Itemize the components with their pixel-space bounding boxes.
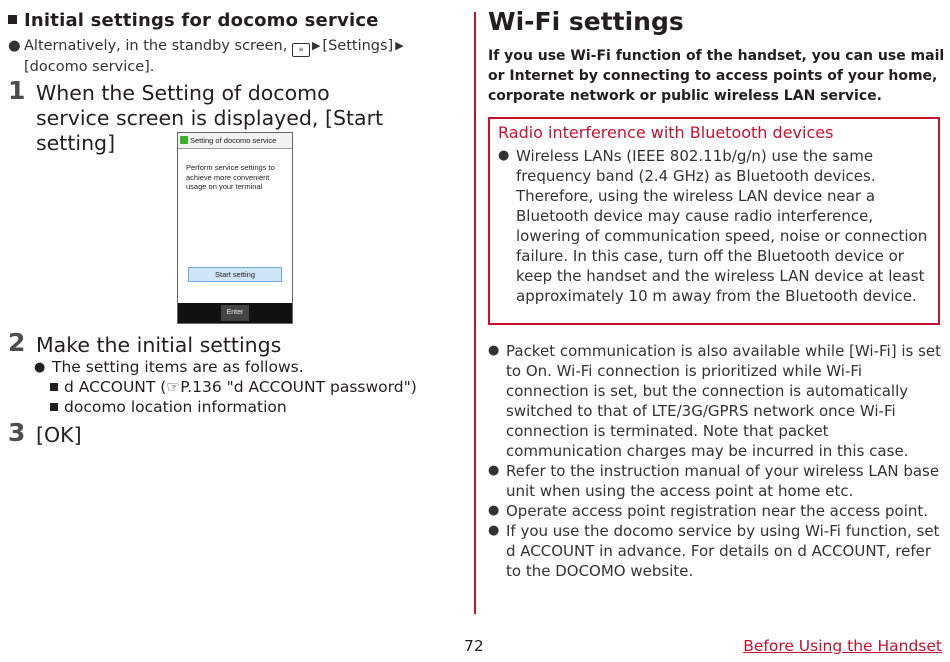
page-number: 72	[464, 637, 484, 655]
step-3: 3 [OK]	[8, 418, 82, 447]
list-item: ● Operate access point registration near the access point.	[488, 502, 929, 520]
start-setting-button[interactable]: Start setting	[188, 267, 282, 282]
square-bullet-icon	[50, 403, 58, 411]
interference-note-box	[488, 117, 940, 325]
page-title: Wi-Fi settings	[488, 7, 684, 36]
intro-paragraph: If you use Wi-Fi function of the handset, you can use mail or Internet by connecting to access points of your home, corporate network or public wireless LAN service.	[488, 48, 945, 104]
docomo-app-icon	[180, 136, 188, 144]
menu-key-icon: ≡	[292, 43, 310, 57]
wifi-notes-list	[488, 341, 942, 581]
phone-screenshot	[177, 132, 293, 324]
list-item: ● Wireless LANs (IEEE 802.11b/g/n) use the same frequency band (2.4 GHz) as Bluetooth devices. Therefore, using the wireless LAN device near a Bluetooth device may cause radio interference, lowering of communication speed, noise or connection failure. In this case, turn off the Bluetooth device or keep the handset and the wireless LAN device at least approximately 10 m away from the Bluetooth device.	[498, 147, 928, 305]
square-bullet-icon	[50, 383, 58, 391]
step-2-item: docomo location information	[50, 397, 470, 418]
page-reference-icon: ☞	[166, 378, 181, 396]
square-bullet-icon	[8, 15, 17, 24]
section-heading: Initial settings for docomo service	[8, 10, 379, 31]
bullet-icon: ●	[488, 343, 500, 358]
note-body	[498, 146, 932, 306]
step-2: 2 Make the initial settings	[8, 328, 282, 357]
section-link[interactable]: Before Using the Handset	[743, 637, 942, 655]
list-item: ● Packet communication is also available while [Wi-Fi] is set to On. Wi-Fi connection is prioritized while Wi-Fi connection is set, but the connection is automatically switched to that of LTE/3G/GPRS network once Wi-Fi connection is terminated. Note that packet communication charges may be incurred in this case.	[488, 342, 941, 460]
bullet-icon: ●	[8, 38, 21, 54]
step-2-note: ● The setting items are as follows.	[34, 358, 304, 376]
arrow-right-icon: ▶	[395, 39, 404, 52]
phone-message: Perform service settings to achieve more convenient usage on your terminal	[186, 163, 275, 191]
enter-soft-key[interactable]: Enter	[221, 305, 249, 321]
bullet-icon: ●	[488, 503, 500, 518]
bullet-icon: ●	[488, 523, 500, 538]
bullet-icon: ●	[498, 148, 510, 163]
alternative-instruction: ● Alternatively, in the standby screen, ≡ ▶ [Settings] ▶ [docomo service].	[8, 38, 404, 75]
arrow-right-icon: ▶	[311, 39, 321, 52]
step-1: 1 When the Setting of docomo service screen is displayed, [Start setting]	[8, 76, 384, 155]
phone-title-bar: Setting of docomo service	[178, 133, 292, 149]
bullet-icon: ●	[34, 360, 46, 375]
phone-soft-key-bar	[178, 303, 292, 323]
list-item: ● If you use the docomo service by using Wi-Fi function, set d ACCOUNT in advance. For details on d ACCOUNT, refer to the DOCOMO website.	[488, 522, 940, 580]
note-title: Radio interference with Bluetooth devices	[498, 123, 834, 142]
bullet-icon: ●	[488, 463, 500, 478]
step-2-item: d ACCOUNT (☞P.136 "d ACCOUNT password")	[50, 377, 470, 398]
column-divider	[474, 12, 476, 614]
list-item: ● Refer to the instruction manual of your wireless LAN base unit when using the access point at home etc.	[488, 462, 940, 500]
